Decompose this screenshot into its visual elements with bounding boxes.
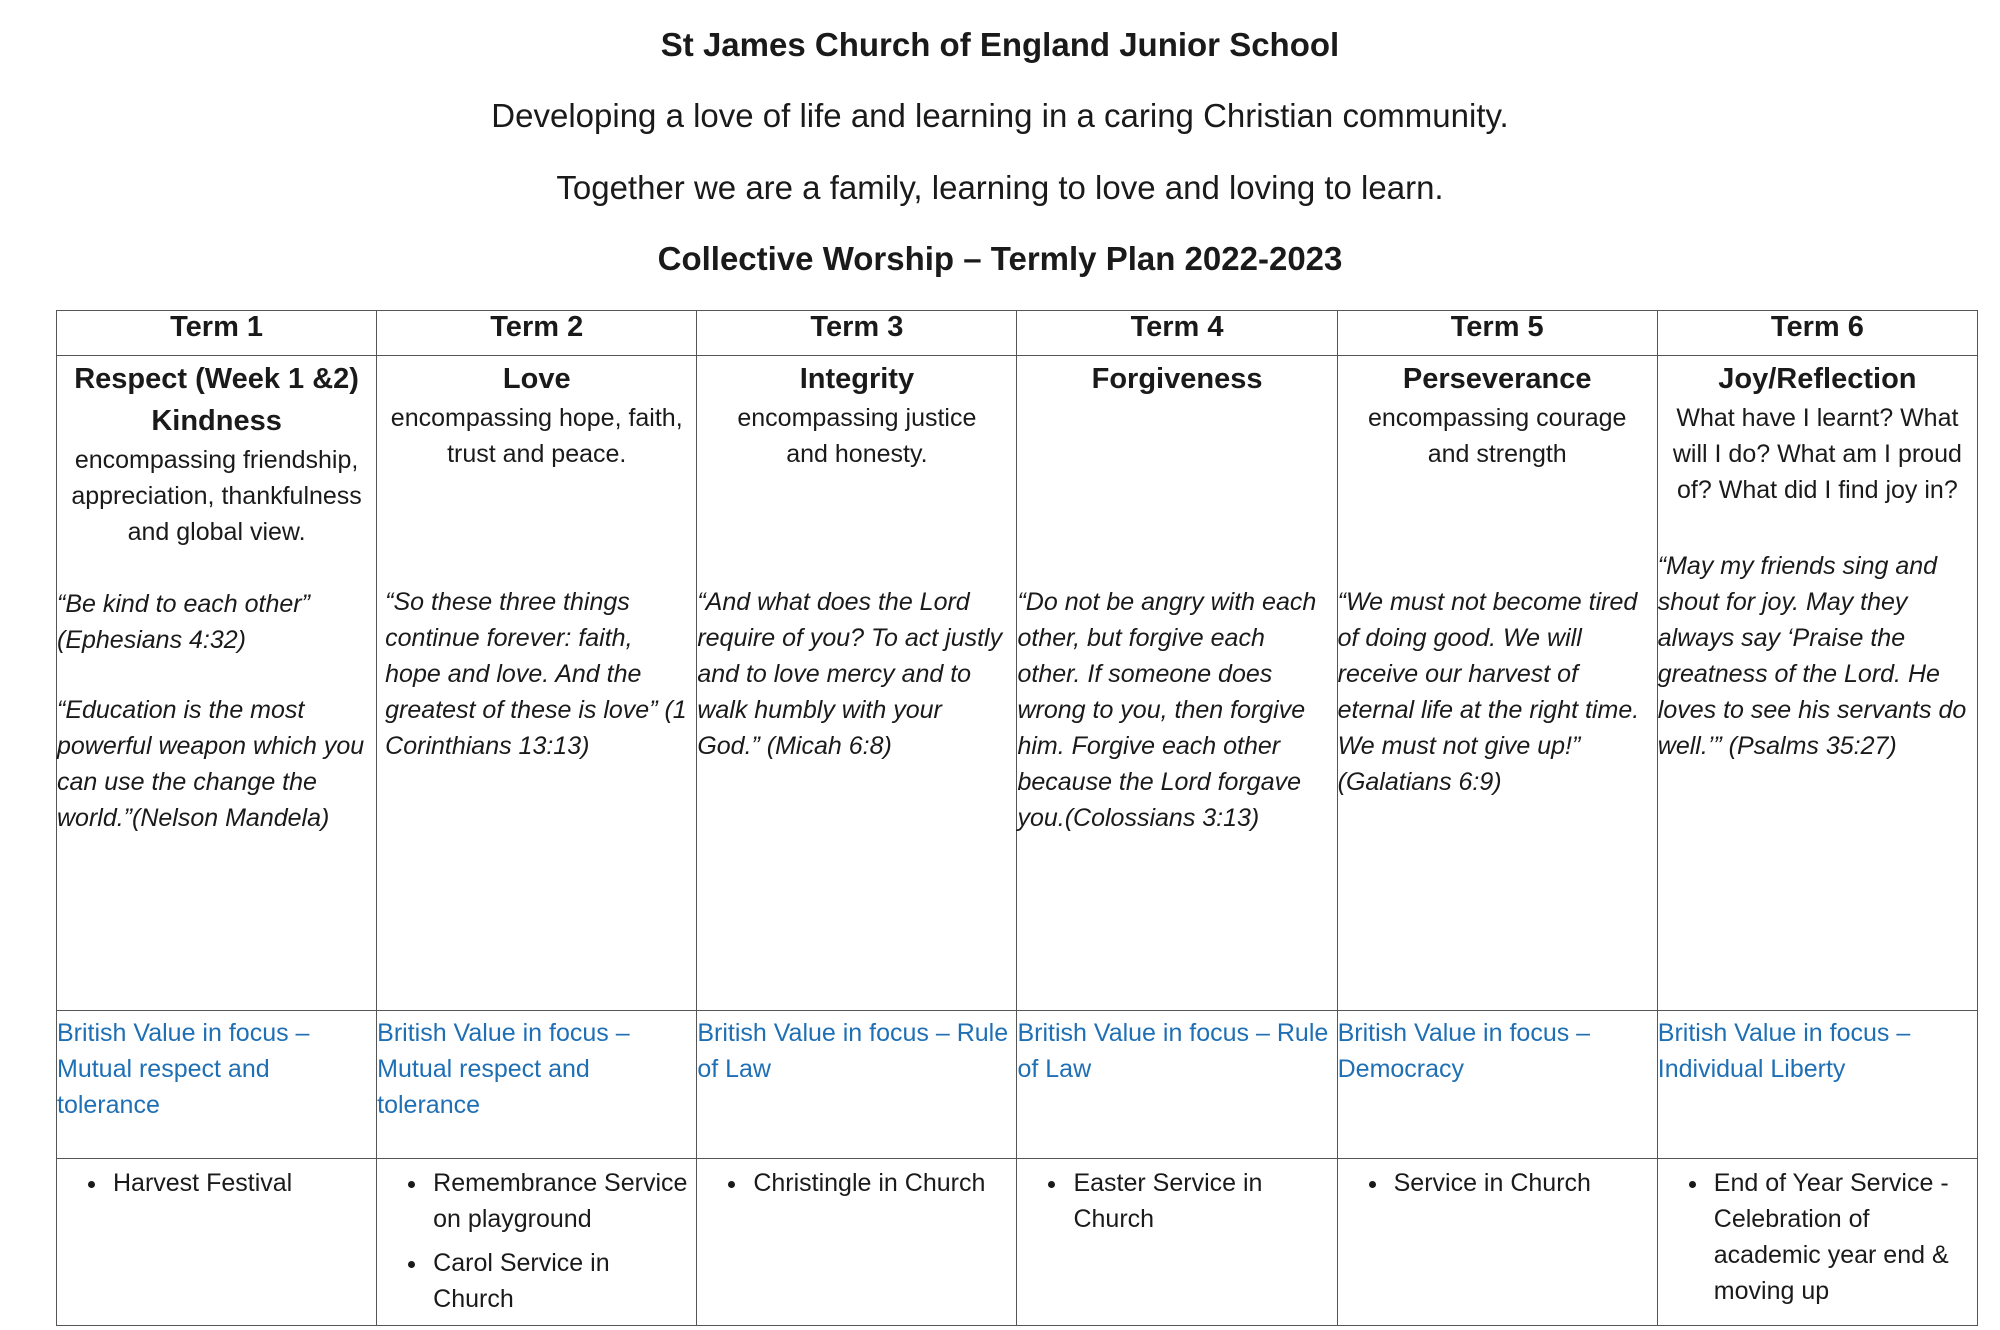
value-title: Perseverance: [1402, 363, 1592, 395]
event-item: • Remembrance Service on playground: [429, 1165, 696, 1237]
value-description: What have I learnt? What will I do? What am I proud of? What did I find joy in?: [1672, 404, 1962, 504]
term-6-values-cell: [1657, 356, 1977, 1011]
bible-quote: “And what does the Lord require of you? To act justly and to love mercy and to walk humbly with your God.” (Micah 6:8): [697, 588, 1003, 760]
school-name: St James Church of England Junior School: [660, 26, 1340, 63]
british-value-text: British Value in focus – Mutual respect and tolerance: [57, 1019, 310, 1119]
british-value-text: British Value in focus – Rule of Law: [1017, 1019, 1329, 1083]
event-item: • Christingle in Church: [749, 1165, 1016, 1201]
term-6-british-value: [1657, 1011, 1977, 1159]
term-4-heading: Term 4: [1017, 311, 1337, 356]
term-6-heading: Term 6: [1657, 311, 1977, 356]
term-4-values-cell: [1017, 356, 1337, 1011]
term-3-values-cell: [697, 356, 1017, 1011]
bible-quote: “Do not be angry with each other, but forgive each other. If someone does wrong to you, then forgive him. Forgive each other because the Lord forgave you.(Colossians 3:13): [1017, 588, 1317, 832]
event-item: • Service in Church: [1390, 1165, 1657, 1201]
events-list: [57, 1159, 376, 1201]
term-1-values-cell: [57, 356, 377, 1011]
events-list: [377, 1159, 696, 1317]
event-item: • Easter Service in Church: [1069, 1165, 1336, 1237]
event-item: • End of Year Service - Celebration of academic year end & moving up: [1710, 1165, 1977, 1309]
termly-plan-table: [56, 310, 1978, 1326]
bible-quote: “We must not become tired of doing good. We will receive our harvest of eternal life at the right time. We must not give up!” (Galatians 6:9): [1337, 588, 1640, 796]
term-2-events: [377, 1159, 697, 1326]
term-2-heading: Term 2: [377, 311, 697, 356]
term-2-british-value: [377, 1011, 697, 1159]
term-1-british-value: [57, 1011, 377, 1159]
value-title: Respect (Week 1 &2): [74, 363, 359, 395]
value-description: encompassing hope, faith, trust and peace.: [390, 404, 683, 468]
british-values-row: [57, 1011, 1978, 1159]
term-5-heading: Term 5: [1337, 311, 1657, 356]
mandela-quote: “Education is the most powerful weapon which you can use the change the world.”(Nelson Mandela): [57, 696, 365, 832]
school-vision: Together we are a family, learning to love and loving to learn.: [556, 169, 1444, 206]
term-3-events: [697, 1159, 1017, 1326]
value-description: encompassing justice and honesty.: [737, 404, 977, 468]
term-5-values-cell: [1337, 356, 1657, 1011]
term-1-heading: Term 1: [57, 311, 377, 356]
term-4-british-value: [1017, 1011, 1337, 1159]
bible-quote: “Be kind to each other” (Ephesians 4:32): [57, 590, 310, 654]
value-title: Forgiveness: [1091, 363, 1263, 395]
value-description: encompassing friendship, appreciation, thankfulness and global view.: [71, 446, 362, 546]
term-1-events: [57, 1159, 377, 1326]
school-motto: Developing a love of life and learning in a caring Christian community.: [491, 97, 1509, 134]
events-row: [57, 1159, 1978, 1326]
term-3-british-value: [697, 1011, 1017, 1159]
bible-quote: “May my friends sing and shout for joy. May they always say ‘Praise the greatness of the Lord. He loves to see his servants do well.’” (Psalms 35:27): [1657, 552, 1967, 760]
term-header-row: [57, 311, 1978, 356]
value-title-secondary: Kindness: [151, 405, 282, 437]
bible-quote: “So these three things continue forever: faith, hope and love. And the greatest of these is love” (1 Corinthians 13:13): [385, 588, 687, 760]
plan-title: Collective Worship – Termly Plan 2022-2023: [657, 240, 1343, 277]
events-list: [1338, 1159, 1657, 1201]
term-3-heading: Term 3: [697, 311, 1017, 356]
term-5-events: [1337, 1159, 1657, 1326]
british-value-text: British Value in focus – Democracy: [1337, 1019, 1591, 1083]
term-6-events: [1657, 1159, 1977, 1326]
events-list: [1017, 1159, 1336, 1237]
term-5-british-value: [1337, 1011, 1657, 1159]
events-list: [1658, 1159, 1977, 1309]
value-title: Integrity: [799, 363, 915, 395]
value-description: encompassing courage and strength: [1367, 404, 1627, 468]
event-item: • Carol Service in Church: [429, 1245, 696, 1317]
values-row: [57, 356, 1978, 1011]
value-title: Joy/Reflection: [1718, 363, 1917, 395]
event-item: • Harvest Festival: [109, 1165, 376, 1201]
term-2-values-cell: [377, 356, 697, 1011]
british-value-text: British Value in focus – Individual Liberty: [1657, 1019, 1911, 1083]
british-value-text: British Value in focus – Mutual respect and tolerance: [377, 1019, 630, 1119]
british-value-text: British Value in focus – Rule of Law: [697, 1019, 1009, 1083]
value-title: Love: [502, 363, 571, 395]
events-list: [697, 1159, 1016, 1201]
term-4-events: [1017, 1159, 1337, 1326]
